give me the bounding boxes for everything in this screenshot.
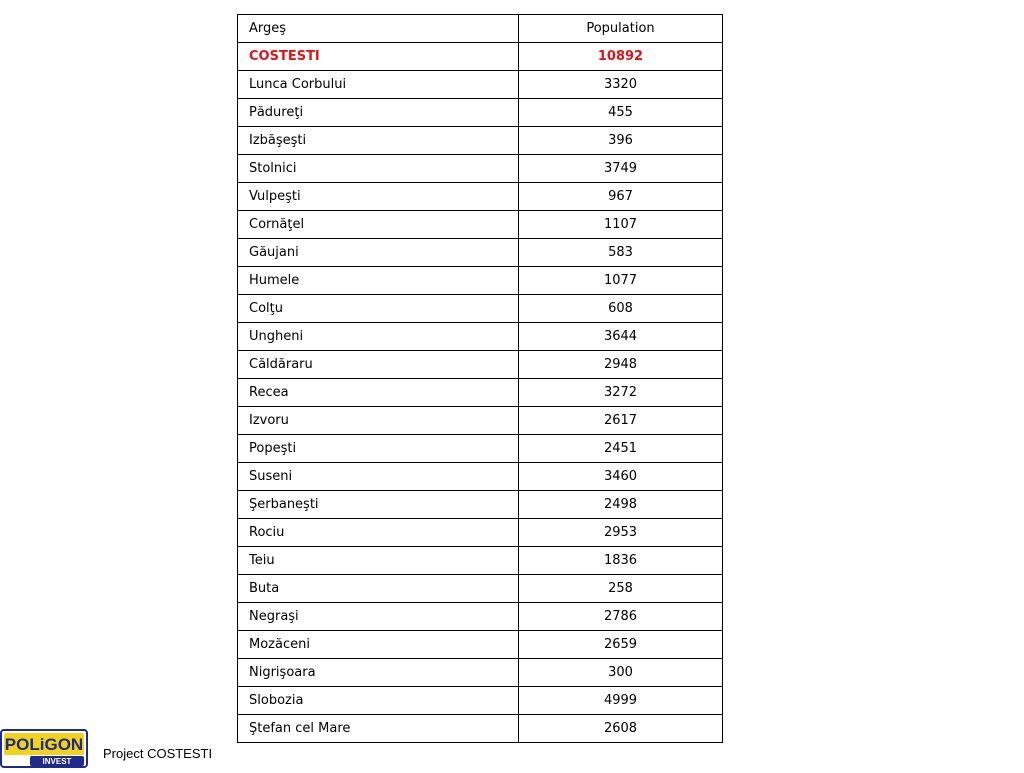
population-cell: 2498 <box>519 491 723 519</box>
locality-name-cell: Suseni <box>238 463 519 491</box>
table-row <box>238 155 723 183</box>
poligon-invest-logo-icon <box>0 729 88 768</box>
population-cell: 3272 <box>519 379 723 407</box>
population-cell: 583 <box>519 239 723 267</box>
table-row <box>238 43 723 71</box>
population-cell: 967 <box>519 183 723 211</box>
population-cell: 3749 <box>519 155 723 183</box>
table-row <box>238 715 723 743</box>
population-cell: 2617 <box>519 407 723 435</box>
locality-name-cell: Slobozia <box>238 687 519 715</box>
table-row <box>238 183 723 211</box>
table-row <box>238 99 723 127</box>
locality-name-cell: Găujani <box>238 239 519 267</box>
population-cell: 608 <box>519 295 723 323</box>
locality-name-cell: Recea <box>238 379 519 407</box>
locality-name-cell: Colţu <box>238 295 519 323</box>
locality-name-cell: Teiu <box>238 547 519 575</box>
logo-line1: POLiGON <box>4 735 84 754</box>
table-row <box>238 127 723 155</box>
population-cell: 2948 <box>519 351 723 379</box>
locality-name-cell: Humele <box>238 267 519 295</box>
population-table-body <box>238 15 723 743</box>
locality-name-cell: Vulpeşti <box>238 183 519 211</box>
locality-name-cell: Cornăţel <box>238 211 519 239</box>
locality-name-cell: Buta <box>238 575 519 603</box>
population-cell: 455 <box>519 99 723 127</box>
population-cell: 4999 <box>519 687 723 715</box>
population-cell: 2786 <box>519 603 723 631</box>
poligon-invest-logo <box>0 729 88 768</box>
table-row <box>238 71 723 99</box>
locality-name-cell: Izbăşeşti <box>238 127 519 155</box>
table-row <box>238 603 723 631</box>
population-cell: 1836 <box>519 547 723 575</box>
population-cell: 258 <box>519 575 723 603</box>
header-population: Population <box>519 15 723 43</box>
population-cell: 2451 <box>519 435 723 463</box>
population-cell: 1077 <box>519 267 723 295</box>
locality-name-cell: COSTESTI <box>238 43 519 71</box>
table-row <box>238 491 723 519</box>
table-row <box>238 547 723 575</box>
table-row <box>238 407 723 435</box>
locality-name-cell: Stolnici <box>238 155 519 183</box>
population-cell: 1107 <box>519 211 723 239</box>
header-county: Argeş <box>238 15 519 43</box>
locality-name-cell: Şerbaneşti <box>238 491 519 519</box>
table-header-row <box>238 15 723 43</box>
table-row <box>238 379 723 407</box>
locality-name-cell: Nigrişoara <box>238 659 519 687</box>
table-row <box>238 575 723 603</box>
table-row <box>238 323 723 351</box>
locality-name-cell: Negraşi <box>238 603 519 631</box>
table-row <box>238 687 723 715</box>
table-row <box>238 631 723 659</box>
table-row <box>238 659 723 687</box>
project-label: Project COSTESTI <box>103 746 213 761</box>
table-row <box>238 239 723 267</box>
table-row <box>238 519 723 547</box>
locality-name-cell: Lunca Corbului <box>238 71 519 99</box>
table-row <box>238 295 723 323</box>
locality-name-cell: Rociu <box>238 519 519 547</box>
locality-name-cell: Ungheni <box>238 323 519 351</box>
population-cell: 10892 <box>519 43 723 71</box>
population-cell: 396 <box>519 127 723 155</box>
locality-name-cell: Mozăceni <box>238 631 519 659</box>
population-cell: 2659 <box>519 631 723 659</box>
table-row <box>238 435 723 463</box>
locality-name-cell: Popeşti <box>238 435 519 463</box>
locality-name-cell: Izvoru <box>238 407 519 435</box>
locality-name-cell: Pădureţi <box>238 99 519 127</box>
population-cell: 3320 <box>519 71 723 99</box>
table-row <box>238 351 723 379</box>
population-cell: 300 <box>519 659 723 687</box>
population-cell: 3644 <box>519 323 723 351</box>
table-row <box>238 267 723 295</box>
population-table <box>237 14 723 743</box>
population-cell: 2953 <box>519 519 723 547</box>
table-row <box>238 211 723 239</box>
population-cell: 2608 <box>519 715 723 743</box>
table-row <box>238 463 723 491</box>
locality-name-cell: Ştefan cel Mare <box>238 715 519 743</box>
population-cell: 3460 <box>519 463 723 491</box>
logo-line2: INVEST <box>42 757 72 766</box>
locality-name-cell: Căldăraru <box>238 351 519 379</box>
